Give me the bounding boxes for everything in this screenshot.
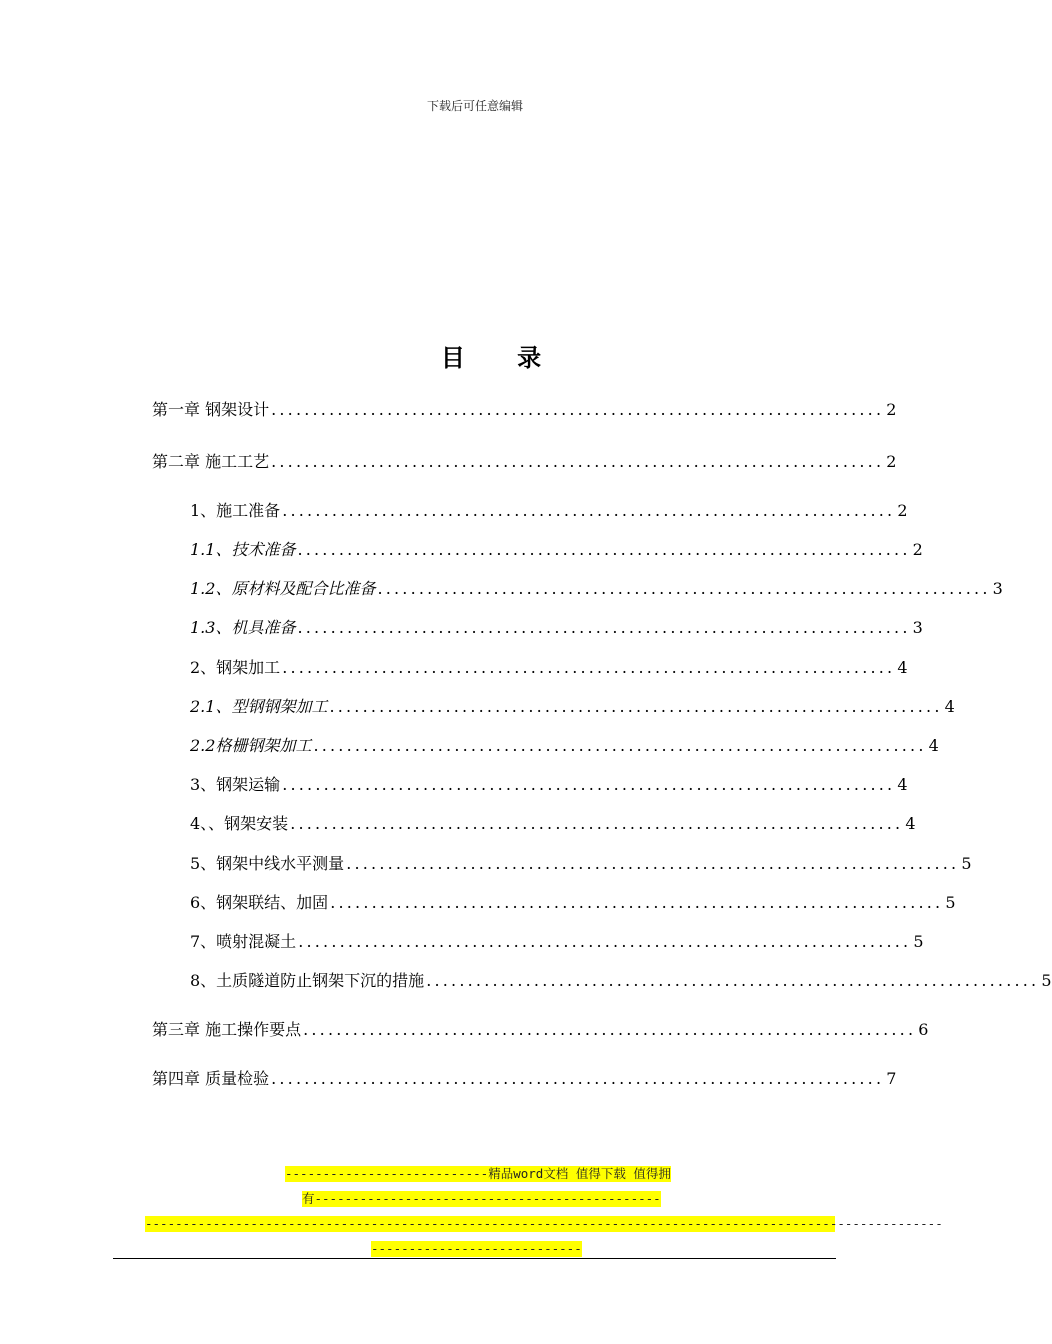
toc-entry[interactable] (152, 1018, 929, 1042)
toc-leader-dots: .......................................................................... (346, 854, 960, 873)
toc-entry-page: 3 (912, 618, 923, 637)
toc-entry-text: 第一章 钢架设计 (152, 400, 270, 419)
toc-entry-page: 5 (1041, 971, 1052, 990)
toc-entry-page: 3 (992, 579, 1003, 598)
toc-entry[interactable] (152, 450, 897, 474)
watermark-banner-line-1: ---------------------------精品word文档 值得下载 值得拥 (285, 1166, 671, 1181)
toc-entry-page: 5 (961, 854, 972, 873)
toc-entry-text: 2、钢架加工 (190, 658, 281, 677)
toc-entry-text: 1.1、技术准备 (190, 540, 296, 559)
toc-entry-page: 5 (913, 932, 924, 951)
toc-entry-text: 3、钢架运输 (190, 775, 281, 794)
toc-leader-dots: .......................................................................... (298, 932, 912, 951)
watermark-banner-line-4: ---------------------------- (371, 1241, 582, 1256)
toc-entry-text: 1、施工准备 (190, 501, 281, 520)
toc-entry[interactable] (152, 852, 972, 876)
toc-entry-page: 2 (897, 501, 908, 520)
toc-entry[interactable] (152, 656, 908, 680)
toc-leader-dots: .......................................................................... (271, 452, 885, 471)
toc-entry[interactable] (152, 812, 916, 836)
toc-entry[interactable] (152, 398, 897, 422)
toc-entry-page: 4 (897, 658, 908, 677)
toc-entry-page: 4 (944, 697, 955, 716)
toc-entry-text: 第二章 施工工艺 (152, 452, 270, 471)
toc-entry-text: 5、钢架中线水平测量 (190, 854, 345, 873)
toc-leader-dots: .......................................................................... (329, 697, 943, 716)
toc-entry-text: 1.3、机具准备 (190, 618, 296, 637)
toc-leader-dots: .......................................................................... (330, 893, 944, 912)
toc-entry-page: 2 (886, 400, 897, 419)
toc-entry[interactable] (152, 930, 924, 954)
toc-entry-page: 4 (928, 736, 939, 755)
toc-entry[interactable] (152, 616, 923, 640)
toc-leader-dots: .......................................................................... (290, 814, 904, 833)
toc-leader-dots: .......................................................................... (271, 1069, 885, 1088)
toc-entry-text: 8、土质隧道防止钢架下沉的措施 (190, 971, 425, 990)
toc-leader-dots: .......................................................................... (271, 400, 885, 419)
toc-leader-dots: .......................................................................... (303, 1020, 917, 1039)
toc-leader-dots: .......................................................................... (282, 775, 896, 794)
toc-entry[interactable] (152, 773, 908, 797)
watermark-banner-line-3: ---------------------------------------------------------------------------------------------------------- (145, 1216, 943, 1231)
toc-entry-page: 2 (886, 452, 897, 471)
toc-entry[interactable] (152, 969, 1052, 993)
toc-leader-dots: .......................................................................... (282, 501, 896, 520)
toc-entry-page: 2 (912, 540, 923, 559)
toc-entry-page: 4 (905, 814, 916, 833)
toc-entry-text: 7、喷射混凝土 (190, 932, 297, 951)
toc-entry-text: 4、、钢架安装 (190, 814, 289, 833)
toc-entry[interactable] (152, 695, 955, 719)
toc-entry-text: 2.2格栅钢架加工 (190, 736, 312, 755)
toc-entry-page: 4 (897, 775, 908, 794)
toc-entry[interactable] (152, 734, 939, 758)
toc-entry-page: 5 (945, 893, 956, 912)
toc-entry[interactable] (152, 577, 1003, 601)
toc-entry[interactable] (152, 1067, 897, 1091)
toc-leader-dots: .......................................................................... (297, 540, 911, 559)
watermark-banner-line-2: 有---------------------------------------------- (302, 1191, 661, 1206)
toc-entry-text: 1.2、原材料及配合比准备 (190, 579, 376, 598)
toc-entry[interactable] (152, 538, 923, 562)
toc-title: 目 录 (440, 344, 564, 372)
toc-entry-text: 6、钢架联结、加固 (190, 893, 329, 912)
toc-entry-text: 2.1、型钢钢架加工 (190, 697, 328, 716)
header-note: 下载后可任意编辑 (426, 99, 523, 113)
toc-entry[interactable] (152, 891, 956, 915)
toc-leader-dots: .......................................................................... (313, 736, 927, 755)
toc-entry-page: 7 (886, 1069, 897, 1088)
footer-rule (113, 1258, 836, 1259)
toc-leader-dots: .......................................................................... (377, 579, 991, 598)
toc-entry-text: 第四章 质量检验 (152, 1069, 270, 1088)
toc-entry-page: 6 (918, 1020, 929, 1039)
toc-leader-dots: .......................................................................... (282, 658, 896, 677)
toc-entry-text: 第三章 施工操作要点 (152, 1020, 302, 1039)
toc-leader-dots: .......................................................................... (297, 618, 911, 637)
toc-leader-dots: .......................................................................... (426, 971, 1040, 990)
toc-entry[interactable] (152, 499, 908, 523)
